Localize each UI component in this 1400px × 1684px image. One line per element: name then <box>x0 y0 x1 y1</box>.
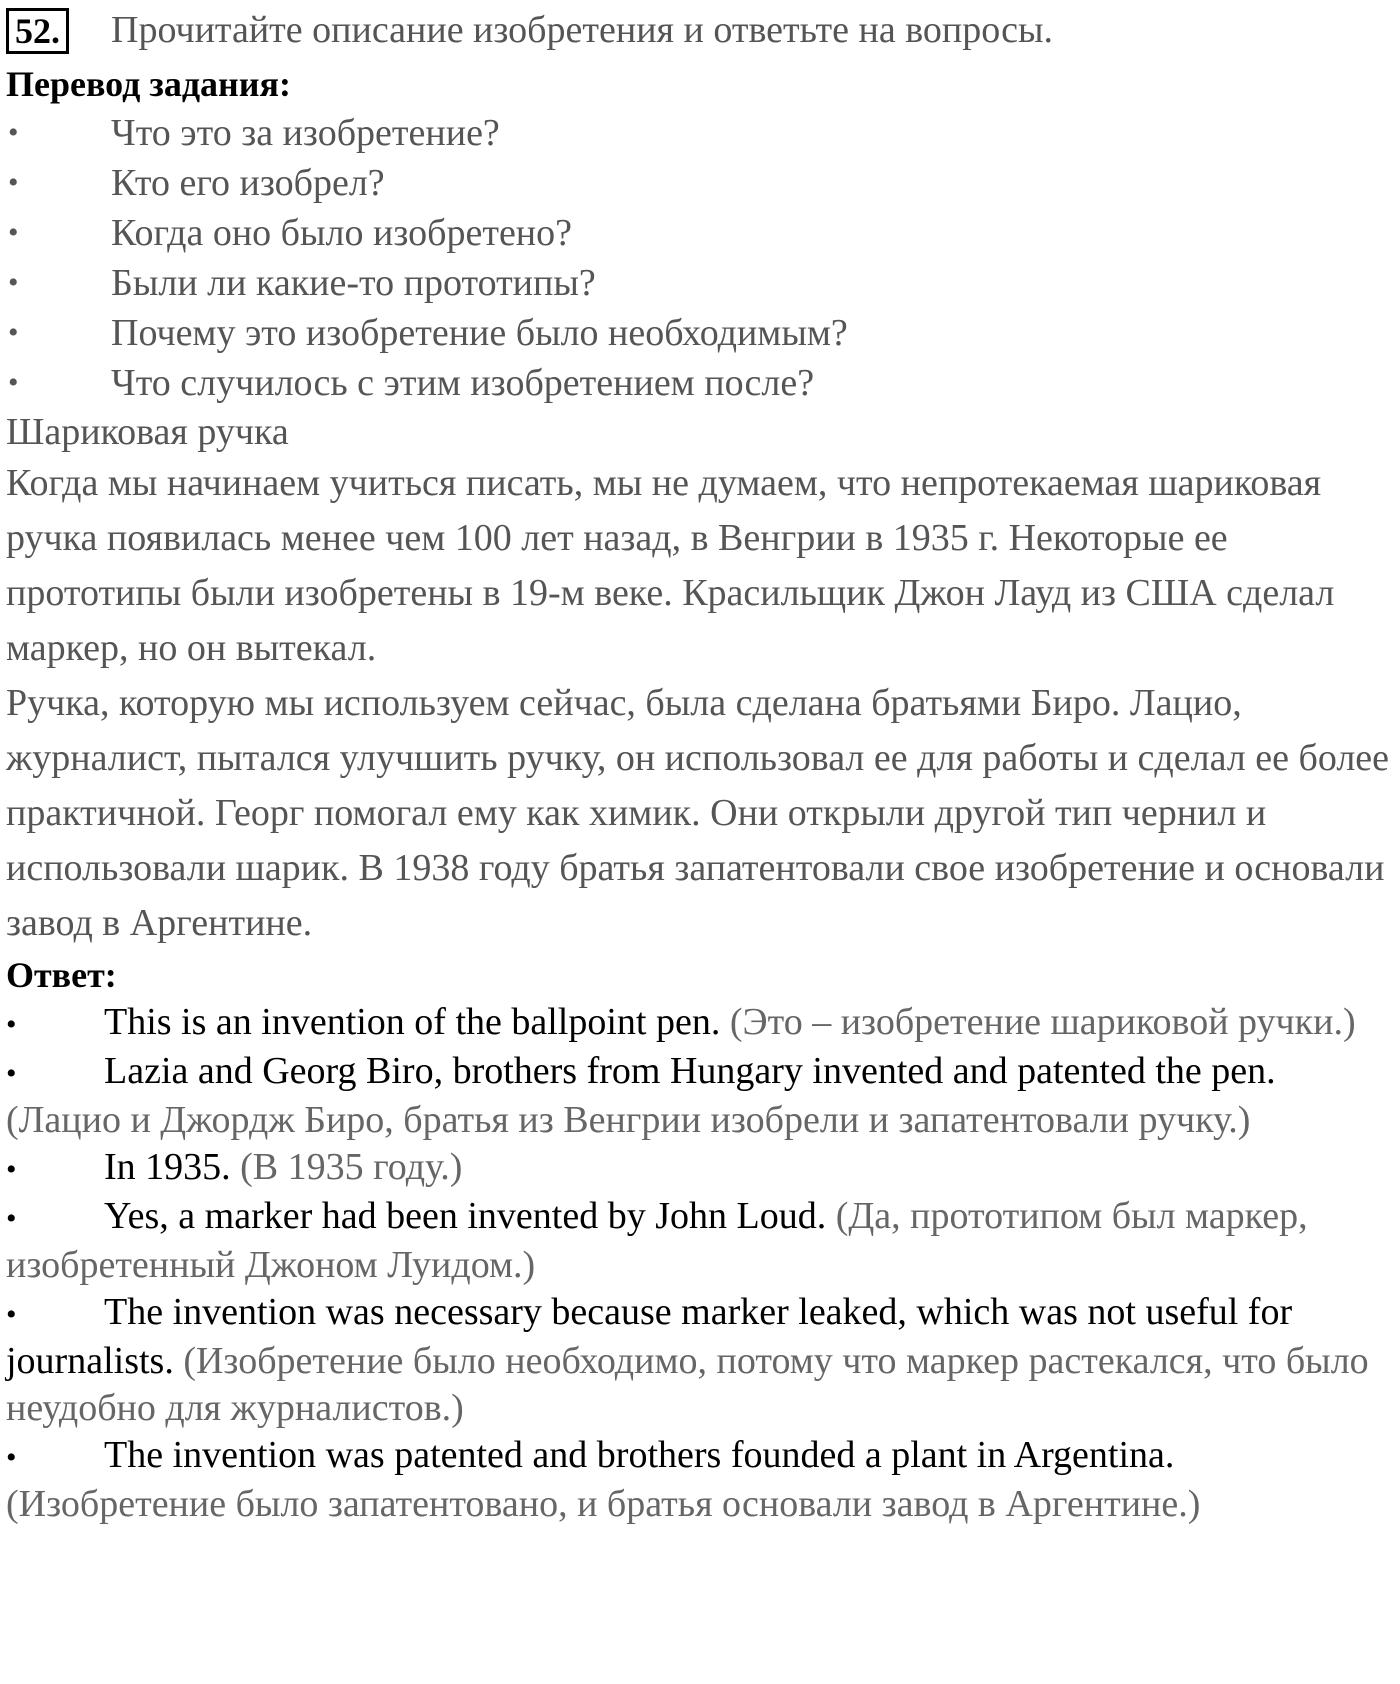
list-item <box>6 1144 1394 1193</box>
list-item <box>6 1432 1394 1528</box>
bullet-icon: • <box>6 1202 17 1235</box>
page <box>6 8 1394 1528</box>
answer-english: Yes, a marker had been invented by John Loud. <box>104 1195 827 1237</box>
task-header <box>6 8 1394 60</box>
bullet-icon: • <box>6 1298 17 1331</box>
list-item <box>6 108 1394 158</box>
list-item <box>6 999 1394 1048</box>
list-item <box>6 358 1394 408</box>
list-item <box>6 258 1394 308</box>
question-text: Когда оно было изобретено? <box>111 212 573 254</box>
answer-russian: (Да, прототипом был маркер, изобретенный Джоном Луидом.) <box>6 1195 1308 1286</box>
bullet-icon: • <box>6 1441 17 1474</box>
list-item <box>6 1193 1394 1289</box>
list-item <box>6 208 1394 258</box>
list-item <box>6 1289 1394 1432</box>
answer-heading: Ответ: <box>6 955 117 995</box>
answer-english: Lazia and Georg Biro, brothers from Hungary invented and patented the pen. <box>104 1050 1276 1092</box>
list-item <box>6 158 1394 208</box>
passage <box>6 408 1394 951</box>
question-text: Что случилось с этим изобретением после? <box>111 362 815 404</box>
passage-paragraph: Когда мы начинаем учиться писать, мы не думаем, что непротекаемая шариковая ручка появилась менее чем 100 лет назад, в Венгрии в 1935 г. Некоторые ее прототипы были изобретены в 19-м веке. Красильщик Джон Лауд из США сделал маркер, но он вытекал. <box>6 462 1335 669</box>
bullet-icon: • <box>8 166 19 199</box>
passage-title: Шариковая ручка <box>6 411 289 453</box>
translation-heading: Перевод задания: <box>6 64 291 104</box>
task-title: Прочитайте описание изобретения и ответьте на вопросы. <box>111 9 1054 51</box>
bullet-icon: • <box>6 1153 17 1186</box>
question-text: Кто его изобрел? <box>111 162 385 204</box>
question-text: Что это за изобретение? <box>111 112 500 154</box>
answer-english: The invention was necessary because marker leaked, which was not useful for journalists. <box>6 1291 1293 1382</box>
bullet-icon: • <box>6 1057 17 1090</box>
list-item <box>6 308 1394 358</box>
bullet-icon: • <box>8 216 19 249</box>
bullet-icon: • <box>8 266 19 299</box>
question-text: Были ли какие-то прототипы? <box>111 262 596 304</box>
task-number: 52. <box>6 8 69 54</box>
answer-english: In 1935. <box>104 1146 231 1188</box>
answer-russian: (Это – изобретение шариковой ручки.) <box>729 1001 1356 1043</box>
answer-russian: (Лацио и Джордж Биро, братья из Венгрии изобрели и запатентовали ручку.) <box>6 1099 1251 1141</box>
question-text: Почему это изобретение было необходимым? <box>111 312 848 354</box>
list-item <box>6 1048 1394 1144</box>
question-list <box>6 108 1394 408</box>
bullet-icon: • <box>8 366 19 399</box>
answer-list <box>6 999 1394 1528</box>
passage-paragraph: Ручка, которую мы используем сейчас, была сделана братьями Биро. Лацио, журналист, пытался улучшить ручку, он использовал ее для работы и сделал ее более практичной. Георг помогал ему как химик. Они открыли другой тип чернил и использовали шарик. В 1938 году братья запатентовали свое изобретение и основали завод в Аргентине. <box>6 682 1390 944</box>
answer-english: The invention was patented and brothers founded a plant in Argentina. <box>104 1434 1175 1476</box>
bullet-icon: • <box>8 116 19 149</box>
answer-russian: (Изобретение было запатентовано, и братья основали завод в Аргентине.) <box>6 1483 1201 1525</box>
answer-english: This is an invention of the ballpoint pen. <box>104 1001 721 1043</box>
bullet-icon: • <box>6 1008 17 1041</box>
bullet-icon: • <box>8 316 19 349</box>
answer-russian: (Изобретение было необходимо, потому что маркер растекался, что было неудобно для журналистов.) <box>6 1340 1369 1429</box>
answer-russian: (В 1935 году.) <box>240 1146 463 1188</box>
